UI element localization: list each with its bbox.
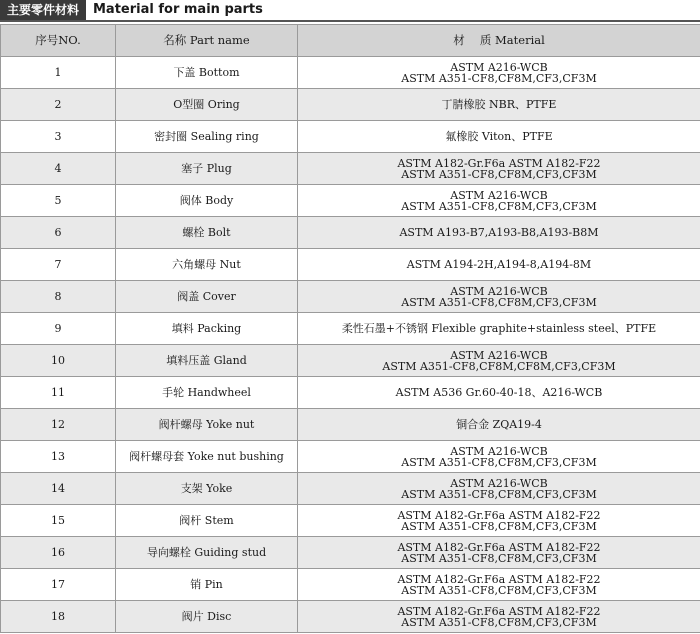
cell-no: 7: [1, 249, 116, 281]
cell-part-name: 塞子 Plug: [116, 153, 298, 185]
cell-part-name: 导向螺栓 Guiding stud: [116, 537, 298, 569]
material-line: ASTM A351-CF8,CF8M,CF3,CF3M: [401, 455, 597, 469]
material-line: 柔性石墨+不锈钢 Flexible graphite+stainless steel、PTFE: [341, 322, 657, 335]
cell-part-name: 支架 Yoke: [116, 473, 298, 505]
cell-part-name: 六角螺母 Nut: [116, 249, 298, 281]
section-title-zh: 主要零件材料: [0, 0, 86, 20]
section-header: [0, 0, 700, 24]
material-line: ASTM A351-CF8,CF8M,CF3,CF3M: [401, 167, 597, 181]
table-row: [1, 345, 700, 377]
header-row: [1, 25, 700, 57]
table-row: [1, 185, 700, 217]
materials-table: [0, 24, 700, 633]
material-line: ASTM A351-CF8,CF8M,CF3,CF3M: [401, 583, 597, 597]
material-line: 丁腈橡胶 NBR、PTFE: [441, 98, 557, 111]
cell-material: [298, 601, 700, 633]
cell-no: 13: [1, 441, 116, 473]
material-line: ASTM A182-Gr.F6a ASTM A182-F22: [397, 156, 601, 170]
cell-part-name: 销 Pin: [116, 569, 298, 601]
cell-material: [298, 153, 700, 185]
table-row: [1, 569, 700, 601]
cell-no: 15: [1, 505, 116, 537]
cell-no: 18: [1, 601, 116, 633]
table-row: [1, 505, 700, 537]
cell-no: 6: [1, 217, 116, 249]
table-row: [1, 281, 700, 313]
table-row: [1, 377, 700, 409]
material-line: ASTM A182-Gr.F6a ASTM A182-F22: [397, 508, 601, 522]
material-line: ASTM A351-CF8,CF8M,CF3,CF3M: [401, 295, 597, 309]
table-row: [1, 217, 700, 249]
material-line: ASTM A216-WCB: [450, 60, 548, 74]
table-row: [1, 313, 700, 345]
cell-no: 5: [1, 185, 116, 217]
material-line: ASTM A351-CF8,CF8M,CF3,CF3M: [401, 519, 597, 533]
table-row: [1, 409, 700, 441]
table-row: [1, 89, 700, 121]
cell-material: [298, 57, 700, 89]
cell-part-name: 阀杆 Stem: [116, 505, 298, 537]
table-row: [1, 601, 700, 633]
material-line: ASTM A182-Gr.F6a ASTM A182-F22: [397, 572, 601, 586]
table-row: [1, 441, 700, 473]
cell-material: [298, 249, 700, 281]
cell-no: 16: [1, 537, 116, 569]
cell-material: [298, 473, 700, 505]
material-line: ASTM A216-WCB: [450, 188, 548, 202]
cell-no: 3: [1, 121, 116, 153]
table-row: [1, 473, 700, 505]
material-line: ASTM A182-Gr.F6a ASTM A182-F22: [397, 604, 601, 618]
cell-material: [298, 537, 700, 569]
cell-material: [298, 569, 700, 601]
cell-part-name: 填料 Packing: [116, 313, 298, 345]
material-line: ASTM A216-WCB: [450, 444, 548, 458]
cell-no: 14: [1, 473, 116, 505]
cell-part-name: 阀杆螺母套 Yoke nut bushing: [116, 441, 298, 473]
cell-material: [298, 281, 700, 313]
cell-part-name: 填料压盖 Gland: [116, 345, 298, 377]
material-line: ASTM A536 Gr.60-40-18、A216-WCB: [395, 386, 603, 399]
table-header: [1, 25, 700, 57]
cell-material: [298, 89, 700, 121]
table-row: [1, 537, 700, 569]
table-row: [1, 249, 700, 281]
material-line: ASTM A351-CF8,CF8M,CF3,CF3M: [401, 615, 597, 629]
cell-material: [298, 505, 700, 537]
cell-material: [298, 441, 700, 473]
header-divider: [0, 20, 700, 22]
material-line: 氟橡胶 Viton、PTFE: [445, 130, 553, 143]
cell-material: [298, 121, 700, 153]
cell-no: 10: [1, 345, 116, 377]
cell-part-name: 阀片 Disc: [116, 601, 298, 633]
cell-no: 11: [1, 377, 116, 409]
material-line: ASTM A351-CF8,CF8M,CF8M,CF3,CF3M: [382, 359, 616, 373]
cell-no: 9: [1, 313, 116, 345]
cell-part-name: 阀盖 Cover: [116, 281, 298, 313]
cell-part-name: 手轮 Handwheel: [116, 377, 298, 409]
cell-no: 8: [1, 281, 116, 313]
cell-no: 17: [1, 569, 116, 601]
material-line: ASTM A351-CF8,CF8M,CF3,CF3M: [401, 71, 597, 85]
material-line: ASTM A216-WCB: [450, 476, 548, 490]
section-title-en: Material for main parts: [93, 2, 263, 17]
material-line: ASTM A216-WCB: [450, 284, 548, 298]
cell-part-name: O型圈 Oring: [116, 89, 298, 121]
material-line: ASTM A351-CF8,CF8M,CF3,CF3M: [401, 487, 597, 501]
material-line: ASTM A194-2H,A194-8,A194-8M: [406, 258, 592, 271]
table-row: [1, 153, 700, 185]
column-header-material: 材 质 Material: [298, 25, 700, 57]
cell-material: [298, 313, 700, 345]
material-line: ASTM A351-CF8,CF8M,CF3,CF3M: [401, 199, 597, 213]
cell-no: 12: [1, 409, 116, 441]
column-header-part-name: 名称 Part name: [116, 25, 298, 57]
table-body: [1, 57, 700, 633]
cell-material: [298, 377, 700, 409]
cell-material: [298, 409, 700, 441]
material-line: 铜合金 ZQA19-4: [456, 418, 542, 431]
material-line: ASTM A351-CF8,CF8M,CF3,CF3M: [401, 551, 597, 565]
material-line: ASTM A216-WCB: [450, 348, 548, 362]
cell-no: 1: [1, 57, 116, 89]
cell-no: 4: [1, 153, 116, 185]
material-line: ASTM A182-Gr.F6a ASTM A182-F22: [397, 540, 601, 554]
table-row: [1, 57, 700, 89]
cell-no: 2: [1, 89, 116, 121]
cell-part-name: 阀体 Body: [116, 185, 298, 217]
table-row: [1, 121, 700, 153]
cell-part-name: 密封圈 Sealing ring: [116, 121, 298, 153]
cell-material: [298, 217, 700, 249]
column-header-no: 序号NO.: [1, 25, 116, 57]
cell-material: [298, 185, 700, 217]
cell-part-name: 下盖 Bottom: [116, 57, 298, 89]
cell-material: [298, 345, 700, 377]
material-line: ASTM A193-B7,A193-B8,A193-B8M: [399, 226, 599, 239]
cell-part-name: 螺栓 Bolt: [116, 217, 298, 249]
cell-part-name: 阀杆螺母 Yoke nut: [116, 409, 298, 441]
